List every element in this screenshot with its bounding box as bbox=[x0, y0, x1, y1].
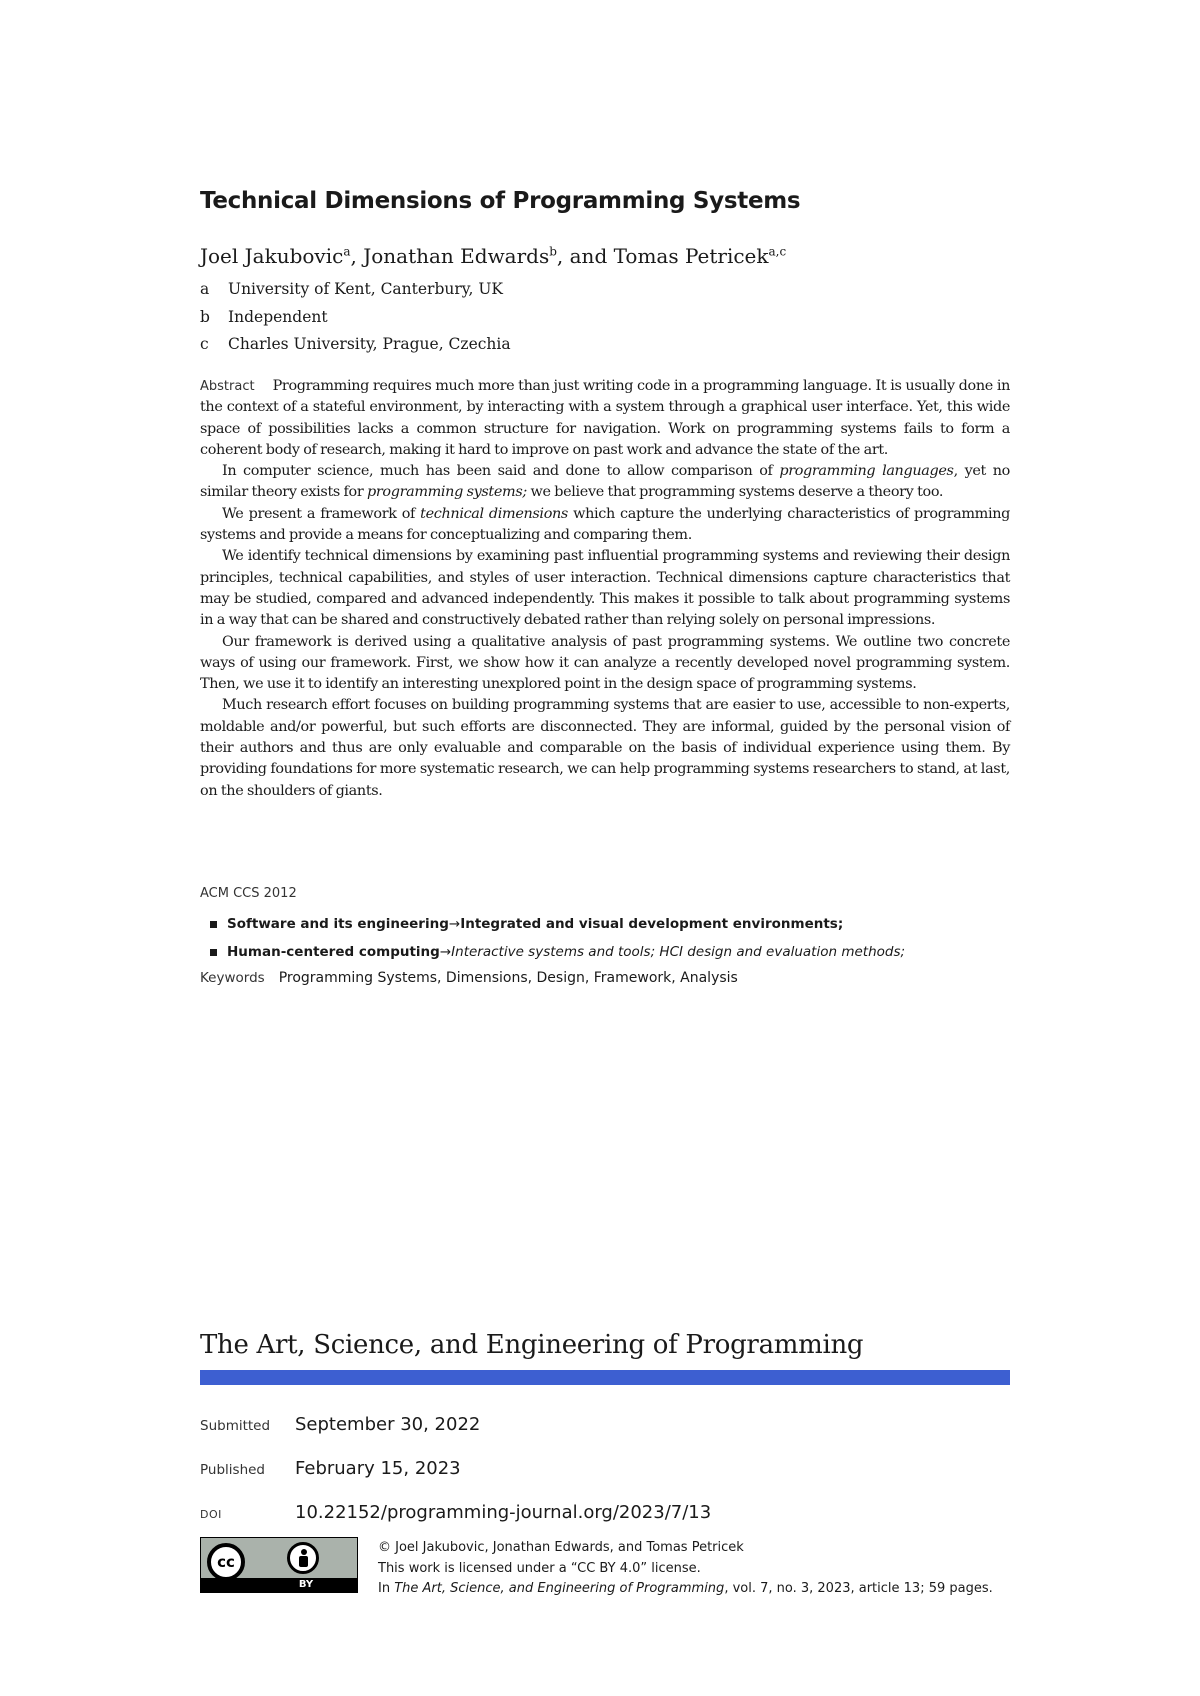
journal-color-bar bbox=[200, 1370, 1010, 1385]
copyright-line: © Joel Jakubovic, Jonathan Edwards, and Tomas Petricek bbox=[378, 1540, 744, 1555]
attribution-person-icon bbox=[287, 1542, 319, 1574]
square-bullet-icon bbox=[210, 921, 217, 928]
doi-link[interactable]: 10.22152/programming-journal.org/2023/7/13 bbox=[295, 1502, 712, 1523]
ccs-list bbox=[210, 910, 905, 966]
badge-bottom-strip bbox=[201, 1578, 357, 1592]
ccs-topic: Interactive systems and tools; HCI design and evaluation methods; bbox=[451, 944, 906, 960]
submitted-date: September 30, 2022 bbox=[295, 1414, 481, 1435]
affiliation-key: a bbox=[200, 280, 210, 298]
author-name: Tomas Petricek bbox=[613, 244, 769, 268]
ccs-item bbox=[210, 910, 905, 938]
abstract-text: In computer science, much has been said and done to allow comparison of bbox=[222, 463, 780, 480]
affiliation-item bbox=[200, 280, 511, 308]
abstract-text: we believe that programming systems deserve a theory too. bbox=[526, 484, 944, 501]
author-affiliation-marker: a bbox=[343, 244, 351, 259]
ccs-item bbox=[210, 938, 905, 966]
cc-by-license-badge[interactable] bbox=[200, 1537, 358, 1593]
affiliation-text: Independent bbox=[228, 307, 328, 326]
published-date: February 15, 2023 bbox=[295, 1458, 461, 1479]
abstract-emphasis: technical dimensions bbox=[420, 505, 568, 522]
published-row bbox=[200, 1458, 1010, 1479]
keywords bbox=[200, 970, 738, 986]
author-affiliation-marker: a,c bbox=[768, 244, 787, 259]
author-separator: , and bbox=[556, 244, 614, 268]
abstract-paragraph: Much research effort focuses on building programming systems that are easier to use, accessible to non-experts, moldable and/or powerful, but such efforts are disconnected. They are informal, guided by the personal vision of their authors and thus are only evaluable and comparable on the basis of individual experience using them. By providing foundations for more systematic research, we can help programming systems researchers to stand, at last, on the shoulders of giants. bbox=[200, 697, 1010, 799]
published-label: Published bbox=[200, 1462, 265, 1478]
license-terms: This work is licensed under a “CC BY 4.0” license. bbox=[378, 1560, 701, 1576]
ccs-category: Human-centered computing bbox=[227, 944, 440, 960]
ccs-topic: Integrated and visual development environments; bbox=[460, 916, 844, 932]
abstract-emphasis: programming systems; bbox=[367, 484, 527, 501]
ccs-heading: ACM CCS 2012 bbox=[200, 886, 297, 901]
journal-name: The Art, Science, and Engineering of Programming bbox=[200, 1330, 864, 1360]
author-name: Jonathan Edwards bbox=[363, 244, 550, 268]
doi-label: DOI bbox=[200, 1508, 222, 1521]
affiliation-list bbox=[200, 280, 511, 363]
square-bullet-icon bbox=[210, 949, 217, 956]
author-affiliation-marker: b bbox=[549, 244, 557, 259]
abstract-paragraph bbox=[200, 376, 1010, 461]
person-head-shape bbox=[301, 1549, 307, 1555]
author-list bbox=[200, 244, 786, 268]
ccs-arrow: → bbox=[448, 916, 461, 932]
abstract-text: which capture the underlying characteristics of programming systems and provide a means for conceptualizing and comparing them. bbox=[200, 505, 1010, 544]
abstract-label: Abstract bbox=[200, 379, 255, 394]
affiliation-item bbox=[200, 308, 511, 336]
license-block bbox=[378, 1538, 993, 1600]
abstract-text: We present a framework of bbox=[222, 505, 421, 522]
ccs-category: Software and its engineering bbox=[227, 916, 449, 932]
affiliation-text: Charles University, Prague, Czechia bbox=[228, 335, 511, 353]
doi-row bbox=[200, 1502, 1010, 1523]
citation-suffix: , vol. 7, no. 3, 2023, article 13; 59 pages. bbox=[724, 1581, 993, 1596]
keywords-value: Programming Systems, Dimensions, Design, Framework, Analysis bbox=[278, 970, 738, 986]
keywords-label: Keywords bbox=[200, 970, 265, 986]
author-name: Joel Jakubovic bbox=[200, 244, 344, 268]
citation-journal: The Art, Science, and Engineering of Programming bbox=[394, 1581, 725, 1596]
cc-icon-label: cc bbox=[217, 1553, 235, 1571]
affiliation-text: University of Kent, Canterbury, UK bbox=[228, 280, 503, 298]
abstract-paragraph bbox=[200, 461, 1010, 504]
submitted-label: Submitted bbox=[200, 1418, 271, 1434]
citation-line bbox=[378, 1579, 993, 1600]
creative-commons-icon bbox=[207, 1543, 245, 1581]
paper-title: Technical Dimensions of Programming Systems bbox=[200, 188, 801, 214]
person-body-shape bbox=[299, 1556, 308, 1567]
ccs-arrow: → bbox=[439, 944, 452, 960]
abstract-text: Programming requires much more than just writing code in a programming language. It is usually done in the context of a stateful environment, by interacting with a system through a graphical user interface. Yet, this wide space of possibilities lacks a common structure for navigation. Work on programming systems fails to form a coherent body of research, making it hard to improve on past work and advance the state of the art. bbox=[200, 378, 1010, 458]
abstract-paragraph bbox=[200, 504, 1010, 547]
affiliation-item bbox=[200, 335, 511, 363]
author-separator: , bbox=[350, 244, 364, 268]
affiliation-key: c bbox=[200, 335, 209, 353]
affiliation-key: b bbox=[200, 307, 210, 326]
citation-prefix: In bbox=[378, 1581, 395, 1596]
abstract-emphasis: programming languages bbox=[779, 463, 954, 480]
abstract bbox=[200, 376, 1010, 802]
abstract-paragraph: We identify technical dimensions by examining past influential programming systems and reviewing their design principles, technical capabilities, and styles of user interaction. Technical dimensions capture characteristics that may be studied, compared and advanced independently. This makes it possible to talk about programming systems in a way that can be shared and constructively debated rather than relying solely on personal impressions. bbox=[200, 548, 1010, 629]
abstract-text: , yet no similar theory exists for bbox=[200, 463, 1010, 501]
submitted-row bbox=[200, 1414, 1010, 1435]
abstract-paragraph: Our framework is derived using a qualitative analysis of past programming systems. We outline two concrete ways of using our framework. First, we show how it can analyze a recently developed novel programming system. Then, we use it to identify an interesting unexplored point in the design space of programming systems. bbox=[200, 633, 1010, 693]
by-label: BY bbox=[298, 1579, 314, 1590]
